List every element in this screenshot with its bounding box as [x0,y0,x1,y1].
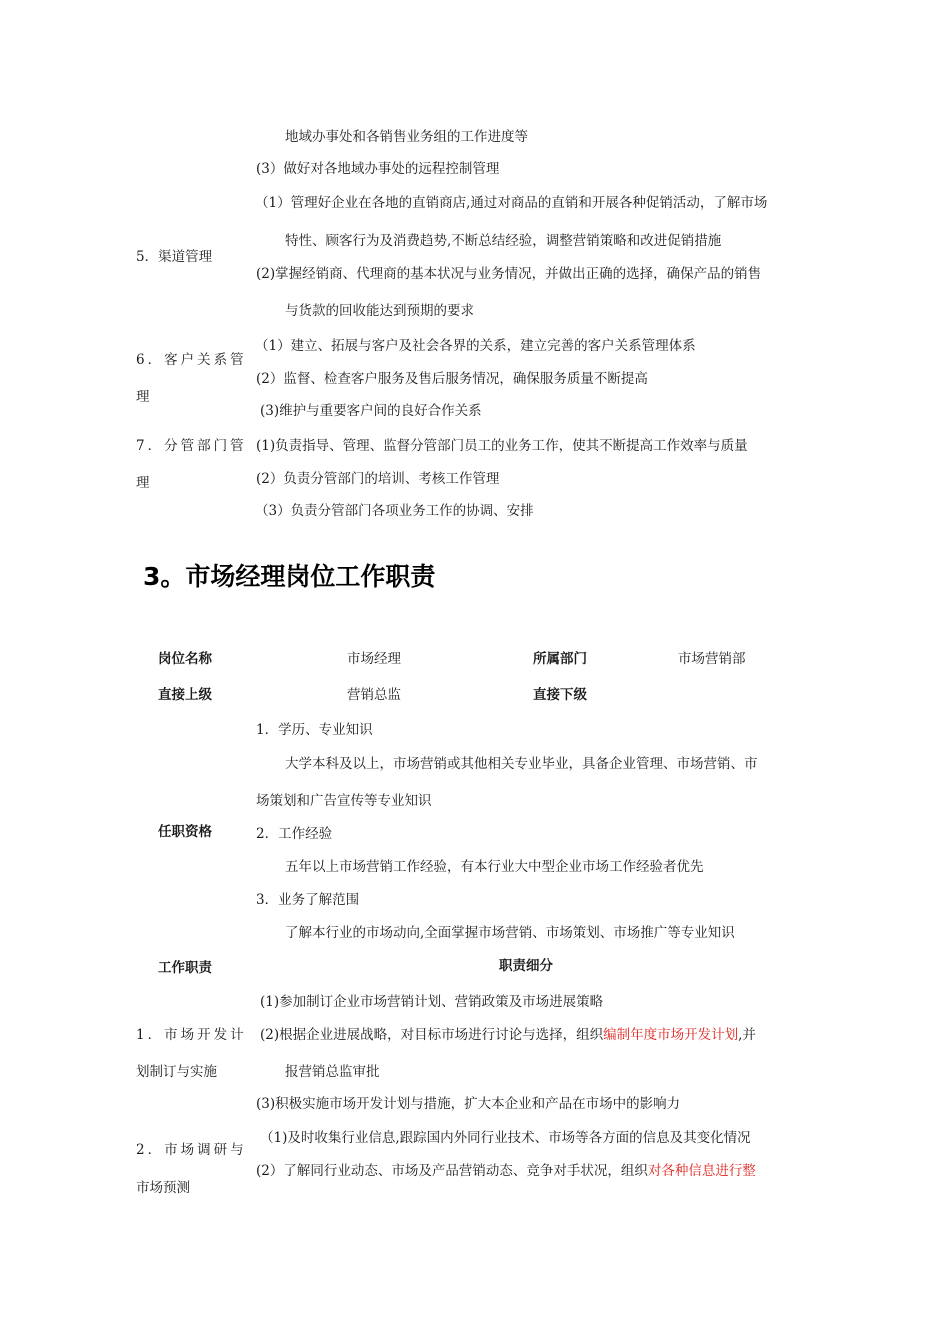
branch-item: (2）负责分管部门的培训、考核工作管理 [256,471,500,487]
duty2-label: 2．市场调研与 [136,1142,247,1158]
branch-item: （3）负责分管部门各项业务工作的协调、安排 [255,503,534,519]
duty1-item [260,1026,756,1044]
duty1-label: 1．市场开发计 [136,1027,247,1043]
duty1-item2-highlight: 编制年度市场开发计划 [603,1027,739,1043]
customer-label-cont: 理 [136,389,150,405]
channel-item: （1）管理好企业在各地的直销商店,通过对商品的直销和开展各种促销活动，了解市场 [255,195,768,211]
channel-item: (2)掌握经销商、代理商的基本状况与业务情况，并做出正确的选择，确保产品的销售 [256,266,762,282]
duty2-item: （1)及时收集行业信息,跟踪国内外同行业技术、市场等各方面的信息及其变化情况 [260,1130,751,1146]
branch-label-cont: 理 [136,475,150,491]
duty2-label-cont: 市场预测 [136,1180,190,1196]
qualification-line: 2．工作经验 [256,826,333,842]
qualification-line: 五年以上市场营销工作经验，有本行业大中型企业市场工作经验者优先 [285,859,704,875]
duty2-item [256,1162,756,1180]
customer-item: (2）监督、检查客户服务及售后服务情况，确保服务质量不断提高 [256,371,648,387]
duty1-item: 报营销总监审批 [285,1064,380,1080]
section-heading: 3。市场经理岗位工作职责 [143,562,436,591]
text-line: (3）做好对各地域办事处的远程控制管理 [256,161,500,177]
superior-value: 营销总监 [347,687,401,703]
duties-header-left: 工作职责 [158,960,212,976]
qualifications-label: 任职资格 [158,824,212,840]
qualification-line: 大学本科及以上，市场营销或其他相关专业毕业，具备企业管理、市场营销、市 [285,756,758,772]
qualification-line: 3．业务了解范围 [256,892,360,908]
duty2-item2-text: (2）了解同行业动态、市场及产品营销动态、竞争对手状况，组织 [256,1163,648,1179]
qualification-line: 场策划和广告宣传等专业知识 [256,793,432,809]
department-value: 市场营销部 [678,651,746,667]
duties-header-right: 职责细分 [499,958,553,974]
channel-item: 特性、顾客行为及消费趋势,不断总结经验，调整营销策略和改进促销措施 [285,233,722,249]
branch-item: (1)负责指导、管理、监督分管部门员工的业务工作，使其不断提高工作效率与质量 [256,438,748,454]
superior-label: 直接上级 [158,687,212,703]
channel-item: 与货款的回收能达到预期的要求 [285,303,474,319]
text-line: 地域办事处和各销售业务组的工作进度等 [285,129,528,145]
position-name-value: 市场经理 [347,651,401,667]
position-name-label: 岗位名称 [158,651,212,667]
customer-item: (3)维护与重要客户间的良好合作关系 [260,403,482,419]
subordinate-label: 直接下级 [533,687,587,703]
qualification-line: 了解本行业的市场动向,全面掌握市场营销、市场策划、市场推广等专业知识 [285,925,735,941]
customer-item: （1）建立、拓展与客户及社会各界的关系，建立完善的客户关系管理体系 [255,338,696,354]
duty1-label-cont: 划制订与实施 [136,1064,217,1080]
qualification-line: 1．学历、专业知识 [256,722,373,738]
duty1-item2-suffix: ,并 [738,1027,756,1043]
branch-label: 7．分管部门管 [136,438,247,454]
duty1-item2-text: (2)根据企业进展战略，对目标市场进行讨论与选择，组织 [260,1027,604,1043]
duty1-item: (3)积极实施市场开发计划与措施，扩大本企业和产品在市场中的影响力 [256,1096,681,1112]
customer-label: 6．客户关系管 [136,352,247,368]
channel-label: 5．渠道管理 [136,249,213,265]
department-label: 所属部门 [533,651,587,667]
duty2-item2-highlight: 对各种信息进行整 [647,1163,756,1179]
duty1-item: (1)参加制订企业市场营销计划、营销政策及市场进展策略 [260,994,604,1010]
